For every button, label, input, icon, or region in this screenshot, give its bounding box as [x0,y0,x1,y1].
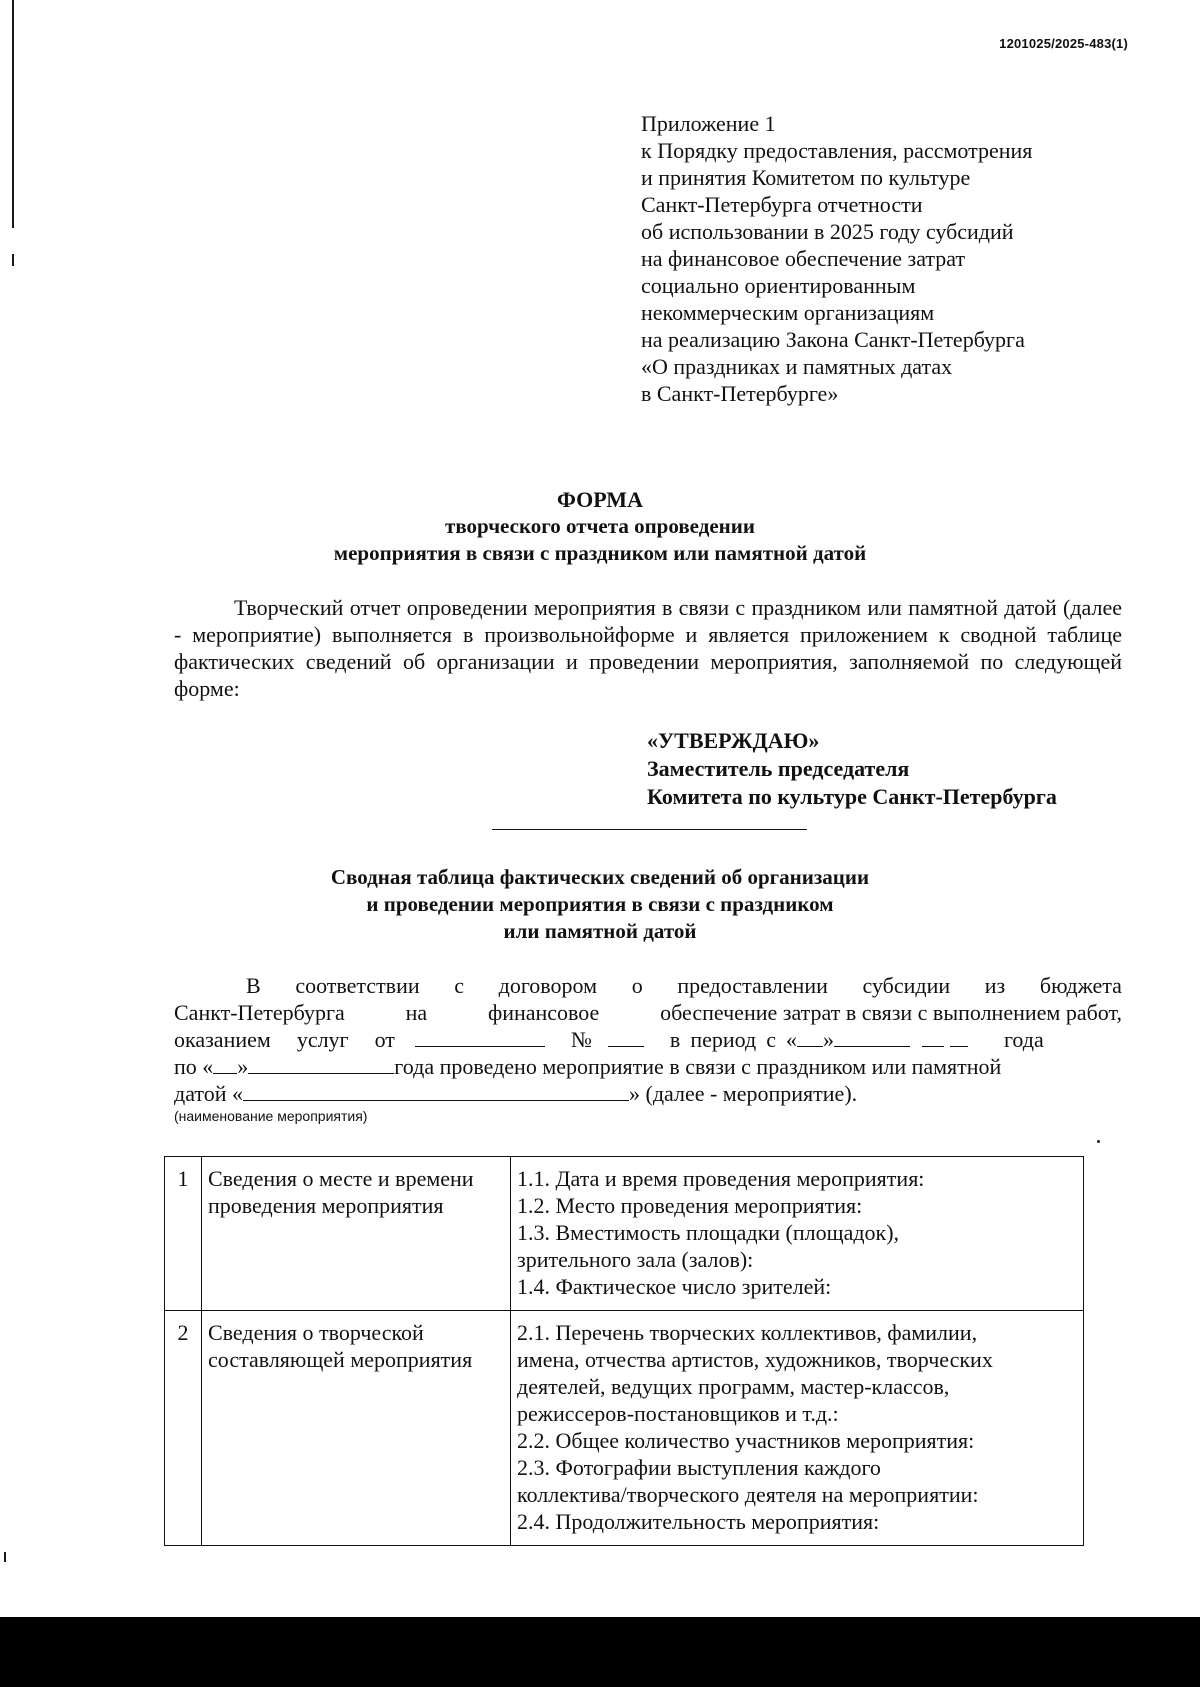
row-title-line: составляющей мероприятия [208,1347,473,1372]
agreement-word: » [822,1027,834,1052]
form-subtitle-line: мероприятия в связи с праздником или памятной датой [333,541,867,565]
period-start-day-blank[interactable] [797,1026,823,1047]
agreement-word: обеспечение затрат в связи с выполнением работ, [660,1000,1122,1025]
appendix-line: некоммерческим организациям [641,300,935,325]
row-items [511,1311,1084,1546]
period-end-month-blank[interactable] [248,1053,394,1074]
scan-footer-band [0,1617,1200,1687]
agreement-word: по « [174,1054,214,1079]
agreement-word: » (далее - мероприятие). [629,1081,858,1106]
agreement-word: оказанием [174,1027,271,1052]
agreement-word: года [1003,1027,1044,1052]
table-row [165,1311,1084,1546]
intro-paragraph [174,594,1122,702]
row-title [202,1157,511,1311]
agreement-word: от [374,1027,395,1052]
approval-title: «УТВЕРЖДАЮ» [647,728,820,753]
agreement-word: на [405,1000,428,1025]
row-number: 2 [165,1311,202,1546]
table-row [165,1157,1084,1311]
agreement-word: датой « [174,1081,243,1106]
summary-title-line: Сводная таблица фактических сведений об организации [330,865,870,889]
agreement-paragraph [174,972,1122,1107]
row-items [511,1157,1084,1311]
agreement-word: с [454,973,465,998]
appendix-line: Санкт-Петербурга отчетности [641,192,923,217]
row-title-line: Сведения о творческой [208,1320,424,1345]
event-name-caption: (наименование мероприятия) [174,1108,368,1124]
row-item: 2.1. Перечень творческих коллективов, фамилии, [517,1320,978,1345]
agreement-word: договором [498,973,598,998]
row-item: 1.4. Фактическое число зрителей: [517,1274,832,1299]
event-name-blank[interactable] [243,1080,629,1101]
agreement-word: услуг [296,1027,349,1052]
row-item: имена, отчества артистов, художников, творческих [517,1347,993,1372]
intro-text: Творческий отчет опроведении мероприятия в связи с праздником или памятной датой (далее - мероприятие) выполняется в произвольнойформе и является приложением к сводной таблице фактических сведений об организации и проведении мероприятия, заполняемой по следующей форме: [174,595,1122,701]
agreement-word: года проведено мероприятие в связи с праздником или памятной [394,1054,1002,1079]
row-item: 2.4. Продолжительность мероприятия: [517,1509,880,1534]
form-title [0,486,1200,567]
row-title-line: проведения мероприятия [208,1193,444,1218]
appendix-block [641,110,1032,407]
form-subtitle-line: творческого отчета опроведении [445,514,755,538]
approval-position: Заместитель председателя [647,756,910,781]
row-number: 1 [165,1157,202,1311]
row-title [202,1311,511,1546]
agreement-word: Санкт-Петербурга [174,1000,345,1025]
agreement-word: В [246,973,261,998]
scan-edge-line [12,0,14,228]
form-heading: ФОРМА [557,487,643,512]
appendix-line: и принятия Комитетом по культуре [641,165,971,190]
agreement-word: с [766,1027,776,1052]
date-blank[interactable] [415,1026,545,1047]
appendix-line: к Порядку предоставления, рассмотрения [641,138,1033,163]
row-item: зрительного зала (залов): [517,1247,754,1272]
scan-edge-mark [4,1552,6,1562]
agreement-line [174,1026,1122,1053]
agreement-word: бюджета [1039,973,1122,998]
event-info-table [164,1156,1084,1546]
summary-title [0,864,1200,945]
scan-speck [1097,1140,1100,1143]
appendix-line: на финансовое обеспечение затрат [641,246,966,271]
row-item: деятелей, ведущих программ, мастер-классов, [517,1374,950,1399]
document-id: 1201025/2025-483(1) [999,36,1128,51]
appendix-line: Приложение 1 [641,111,776,136]
agreement-word: № [570,1027,592,1052]
row-item: коллектива/творческого деятеля на мероприятии: [517,1482,979,1507]
agreement-line [174,999,1122,1026]
agreement-line [174,972,1122,999]
approval-block [647,727,1057,811]
appendix-line: об использовании в 2025 году субсидий [641,219,1014,244]
period-end-day-blank[interactable] [213,1053,237,1074]
agreement-word: предоставлении [677,973,828,998]
agreement-word: соответствии [295,973,420,998]
appendix-line: «О праздниках и памятных датах [641,354,953,379]
appendix-line: в Санкт-Петербурге» [641,381,839,406]
agreement-word: « [785,1027,797,1052]
row-item: 1.3. Вместимость площадки (площадок), [517,1220,900,1245]
row-item: режиссеров-постановщиков и т.д.: [517,1401,839,1426]
appendix-line: социально ориентированным [641,273,916,298]
agreement-word: финансовое [487,1000,600,1025]
row-title-line: Сведения о месте и времени [208,1166,474,1191]
appendix-line: на реализацию Закона Санкт-Петербурга [641,327,1025,352]
period-start-year-blank[interactable] [950,1026,968,1047]
summary-title-line: или памятной датой [503,919,697,943]
period-start-month-blank[interactable] [834,1026,910,1047]
signature-line [492,829,807,830]
agreement-word: из [984,973,1006,998]
agreement-word: о [631,973,643,998]
agreement-word: в [669,1027,681,1052]
summary-title-line: и проведении мероприятия в связи с праздником [366,892,834,916]
period-start-year-blank[interactable] [922,1026,944,1047]
agreement-word: » [237,1054,249,1079]
row-item: 2.3. Фотографии выступления каждого [517,1455,881,1480]
agreement-line [174,1053,1122,1080]
number-blank[interactable] [608,1026,644,1047]
agreement-word: субсидии [862,973,951,998]
row-item: 1.1. Дата и время проведения мероприятия: [517,1166,925,1191]
approval-organization: Комитета по культуре Санкт-Петербурга [647,784,1057,809]
agreement-line [174,1080,1122,1107]
scan-edge-mark [12,254,14,266]
agreement-word: период [690,1027,757,1052]
row-item: 2.2. Общее количество участников мероприятия: [517,1428,975,1453]
row-item: 1.2. Место проведения мероприятия: [517,1193,863,1218]
